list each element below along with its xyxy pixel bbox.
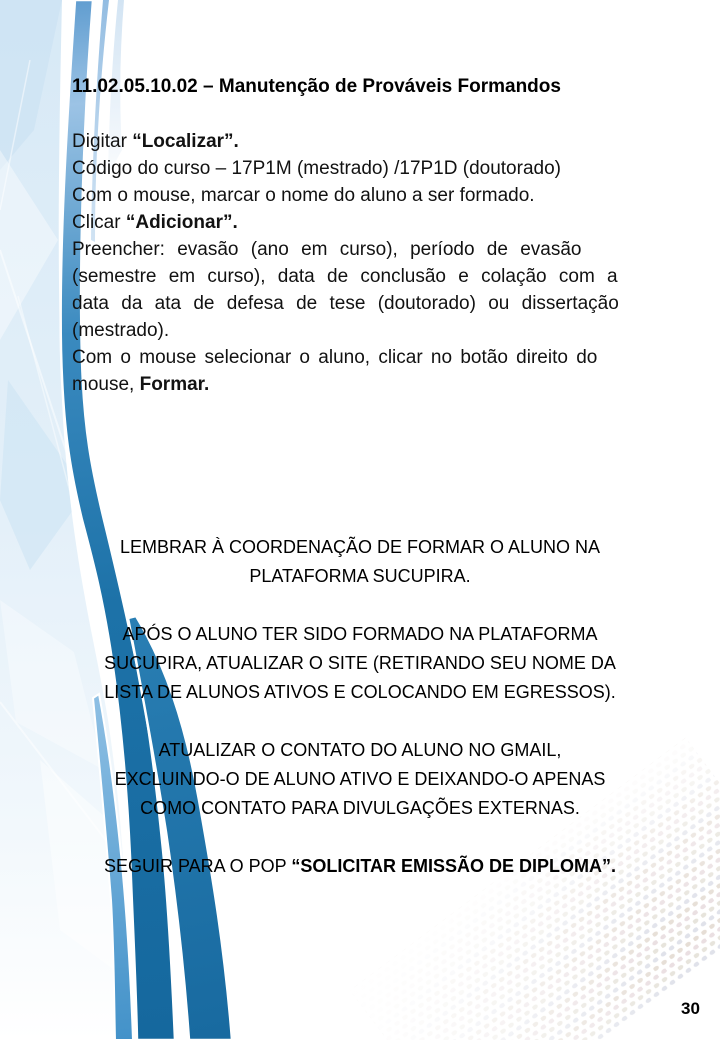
callout-paragraph (60, 620, 660, 707)
text-segment: Com o mouse, marcar o nome do aluno a ser formado. (72, 185, 535, 206)
body-line (72, 317, 650, 344)
text-segment: Com o mouse selecionar o aluno, clicar no botão direito do (72, 347, 598, 368)
emphasized-text: “Localizar”. (132, 131, 239, 152)
body-line (72, 209, 650, 236)
callout-line (60, 852, 660, 881)
text-segment: Código do curso – 17P1M (mestrado) /17P1D (doutorado) (72, 158, 561, 179)
callout-instructions (60, 533, 660, 910)
document-title: 11.02.05.10.02 – Manutenção de Prováveis Formandos (72, 76, 561, 97)
body-line (72, 290, 650, 317)
text-segment: Digitar (72, 131, 133, 152)
text-segment: PLATAFORMA SUCUPIRA. (249, 566, 471, 586)
text-segment: LISTA DE ALUNOS ATIVOS E COLOCANDO EM EGRESSOS). (104, 682, 616, 702)
callout-paragraph (60, 533, 660, 591)
text-segment: SEGUIR PARA O POP (103, 856, 292, 876)
callout-line (60, 649, 660, 678)
body-line (72, 182, 650, 209)
text-segment: ATUALIZAR O CONTATO DO ALUNO NO GMAIL, (158, 740, 562, 760)
callout-line (60, 736, 660, 765)
text-segment: (semestre em curso), data de conclusão e colação com a (72, 266, 618, 287)
callout-line (60, 533, 660, 562)
body-line (72, 344, 650, 371)
callout-paragraph (60, 852, 660, 881)
emphasized-text: “SOLICITAR EMISSÃO DE DIPLOMA”. (291, 856, 617, 876)
callout-line (60, 620, 660, 649)
emphasized-text: Formar. (139, 374, 210, 395)
text-segment: LEMBRAR À COORDENAÇÃO DE FORMAR O ALUNO NA (119, 537, 601, 557)
callout-paragraph (60, 736, 660, 823)
text-segment: Clicar (72, 212, 126, 233)
body-line (72, 263, 650, 290)
text-segment: APÓS O ALUNO TER SIDO FORMADO NA PLATAFORMA (122, 624, 598, 644)
text-segment: mouse, (72, 374, 140, 395)
callout-line (60, 765, 660, 794)
body-line (72, 371, 650, 398)
text-segment: Preencher: evasão (ano em curso), período de evasão (72, 239, 582, 260)
body-line (72, 128, 650, 155)
text-segment: EXCLUINDO-O DE ALUNO ATIVO E DEIXANDO-O APENAS (114, 769, 606, 789)
procedure-steps (72, 128, 650, 398)
text-segment: (mestrado). (72, 320, 170, 341)
callout-line (60, 794, 660, 823)
page-number: 30 (681, 999, 700, 1018)
text-segment: SUCUPIRA, ATUALIZAR O SITE (RETIRANDO SEU NOME DA (104, 653, 616, 673)
body-line (72, 236, 650, 263)
emphasized-text: “Adicionar”. (125, 212, 238, 233)
body-line (72, 155, 650, 182)
text-segment: data da ata de defesa de tese (doutorado) ou dissertação (72, 293, 619, 314)
text-segment: COMO CONTATO PARA DIVULGAÇÕES EXTERNAS. (140, 798, 580, 818)
callout-line (60, 678, 660, 707)
callout-line (60, 562, 660, 591)
